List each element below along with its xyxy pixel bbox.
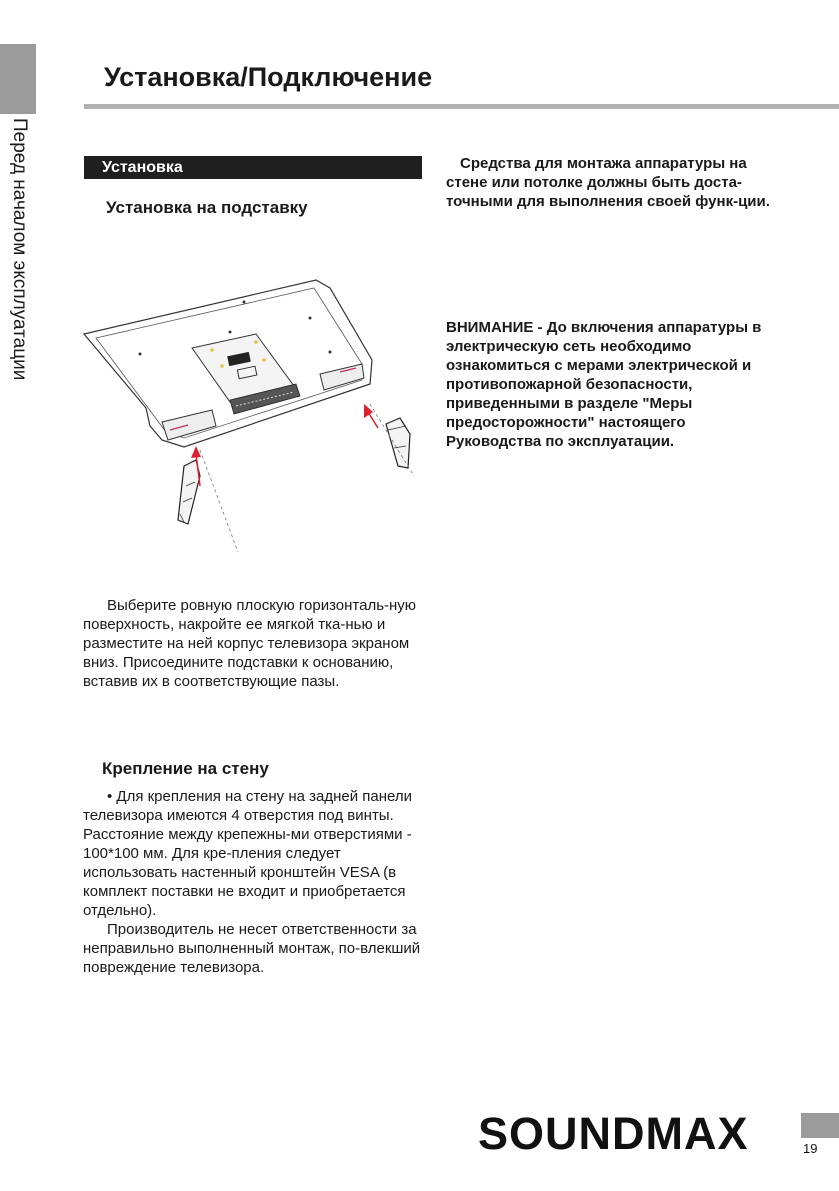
page-number: 19 (803, 1141, 818, 1156)
tv-stand-installation-illustration (80, 272, 435, 557)
wall-mount-heading: Крепление на стену (102, 759, 269, 778)
stand-instructions (83, 596, 423, 691)
brand-logo: SOUNDMAX (478, 1108, 749, 1159)
mounting-note: Средства для монтажа аппаратуры на стене или потолке должны быть доста-точными для выполнения своей функ-ции. (446, 155, 770, 210)
safety-warning: ВНИМАНИЕ - До включения аппаратуры в электрическую сеть необходимо ознакомиться с мерами электрической и противопожарной безопасности, приведенными в разделе "Меры предосторожности" настоящего Руководства по эксплуатации. (446, 319, 762, 450)
stand-paragraph: Выберите ровную плоскую горизонталь-ную поверхность, накройте ее мягкой тка-нью и разместите на ней корпус телевизора экраном вниз. Присоедините подставки к основанию, вставив их в соответствующие пазы. (83, 597, 417, 690)
page-title: Установка/Подключение (104, 62, 433, 92)
side-tab-marker (0, 44, 36, 114)
wall-mount-disclaimer: Производитель не несет ответственности за неправильно выполненный монтаж, по-влекший повреждение телевизора. (83, 921, 421, 976)
title-rule (84, 104, 839, 109)
wall-mount-instructions (83, 787, 425, 977)
side-chapter-label: Перед началом эксплуатации (9, 118, 30, 381)
wall-mount-bullet: • Для крепления на стену на задней панели телевизора имеются 4 отверстия под винты. Расстояние между крепежны-ми отверстиями - 100*100 мм. Для кре-пления следует использовать настенный кронштейн VESA (в комплект поставки не входит и приобретается отдельно). (83, 788, 412, 919)
stand-heading: Установка на подставку (106, 198, 308, 217)
section-header-bar: Установка (84, 156, 422, 179)
page-marker-box (801, 1113, 839, 1138)
